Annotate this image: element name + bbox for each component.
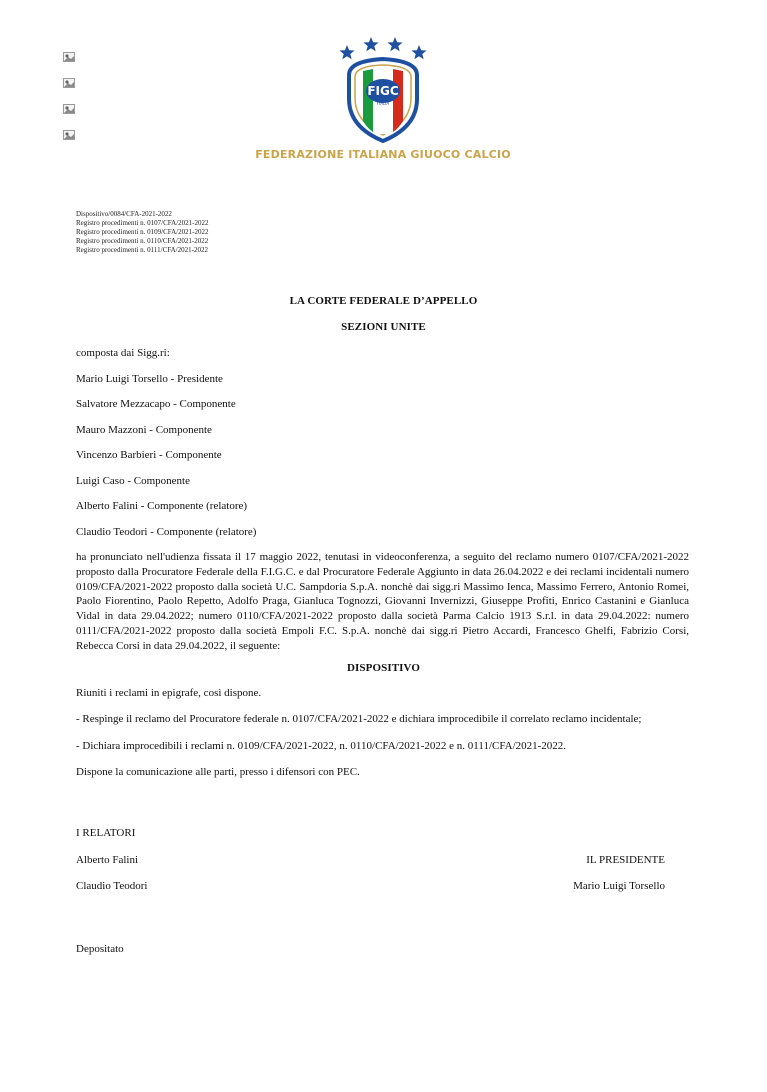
svg-text:ITALIA: ITALIA <box>376 101 390 106</box>
relatore-name: Claudio Teodori <box>76 880 148 892</box>
member-line: Luigi Caso - Componente <box>76 475 190 487</box>
composition-intro: composta dai Sigg.ri: <box>76 347 170 359</box>
member-line: Mauro Mazzoni - Componente <box>76 424 212 436</box>
dispositivo-line: Riuniti i reclami in epigrafe, così dispone. <box>76 687 262 699</box>
presidente-name: Mario Luigi Torsello <box>573 880 665 892</box>
body-paragraph: ha pronunciato nell'udienza fissata il 17 maggio 2022, tenutasi in videoconferenza, a seguito del reclamo numero 0107/CFA/2021-2022 proposto dalla Procuratore Federale della F.I.G.C. e dal Procuratore Federale Aggiunto in data 26.04.2022 e dei reclami incidentali numero 0109/CFA/2021-2022 proposto dalla società U.C. Sampdoria S.p.A. nonchè dai sigg.ri Massimo Ienca, Massimo Ferrero, Antonio Romei, Paolo Fiorentino, Paolo Repetto, Adolfo Praga, Gianluca Tognozzi, Giovanni Invernizzi, Giuseppe Profiti, Enrico Castanini e Gianluca Vidal in data 29.04.2022; numero 0110/CFA/2021-2022 proposto dalla società Parma Calcio 1913 S.r.l. in data 29.04.2022: numero 0111/CFA/2021-2022 proposto dalla società Empoli F.C. S.p.A. nonchè dai sigg.ri Pietro Accardi, Francesco Ghelfi, Fabrizio Corsi, Rebecca Corsi in data 29.04.2022, il seguente: <box>76 551 689 652</box>
dispositivo-line: Dispone la comunicazione alle parti, presso i difensori con PEC. <box>76 766 360 778</box>
member-line: Alberto Falini - Componente (relatore) <box>76 500 248 512</box>
member-line: Salvatore Mezzacapo - Componente <box>76 398 236 410</box>
reference-list <box>76 210 208 255</box>
reference-line: Registro procedimenti n. 0107/CFA/2021-2022 <box>76 219 209 227</box>
relatore-name: Alberto Falini <box>76 854 139 866</box>
reference-line: Registro procedimenti n. 0111/CFA/2021-2022 <box>76 246 208 254</box>
svg-text:FIGC: FIGC <box>367 84 399 98</box>
member-line: Vincenzo Barbieri - Componente <box>76 449 222 461</box>
dispositivo-line: - Dichiara improcedibili i reclami n. 0109/CFA/2021-2022, n. 0110/CFA/2021-2022 e n. 0111/CFA/2021-2022. <box>76 740 567 752</box>
member-line: Mario Luigi Torsello - Presidente <box>76 373 223 385</box>
dispositivo-line: - Respinge il reclamo del Procuratore federale n. 0107/CFA/2021-2022 e dichiara improcedibile il correlato reclamo incidentale; <box>76 713 642 725</box>
reference-line: Registro procedimenti n. 0110/CFA/2021-2022 <box>76 237 209 245</box>
dispositivo-heading: DISPOSITIVO <box>346 662 420 674</box>
broken-image-icon <box>63 104 75 114</box>
reference-line: Dispositivo/0084/CFA-2021-2022 <box>76 210 172 218</box>
court-title: LA CORTE FEDERALE D’APPELLO <box>289 295 478 307</box>
stars-icon <box>339 37 426 59</box>
broken-image-icon <box>63 52 75 62</box>
court-subtitle: SEZIONI UNITE <box>341 321 426 333</box>
reference-line: Registro procedimenti n. 0109/CFA/2021-2022 <box>76 228 209 236</box>
federation-caption: FEDERAZIONE ITALIANA GIUOCO CALCIO <box>255 148 511 161</box>
deposited-label: Depositato <box>76 943 124 955</box>
broken-image-icon <box>63 130 75 140</box>
relatori-label: I RELATORI <box>76 827 136 839</box>
figc-logo <box>337 35 429 145</box>
presidente-label: IL PRESIDENTE <box>586 854 665 866</box>
member-line: Claudio Teodori - Componente (relatore) <box>76 526 257 538</box>
broken-image-icon <box>63 78 75 88</box>
